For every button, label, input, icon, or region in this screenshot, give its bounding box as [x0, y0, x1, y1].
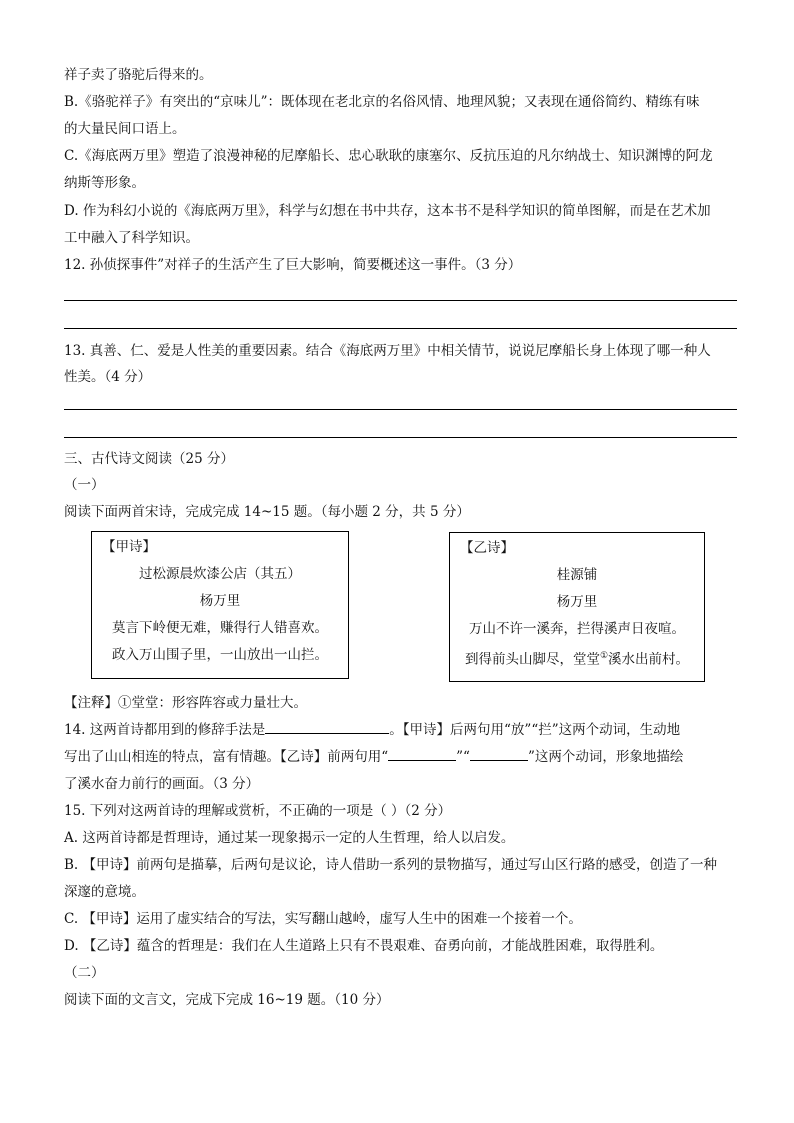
q13-answer-line-2[interactable] — [64, 437, 737, 438]
q12-question: 12. 孙侦探事件”对祥子的生活产生了巨大影响，简要概述这一事件。（3 分） — [64, 257, 522, 273]
poem-b-line-2-end: 溪水出前村。 — [608, 651, 690, 668]
q14-question-cont — [64, 748, 683, 766]
poem-b-line-1: 万山不许一溪奔，拦得溪声日夜喧。 — [469, 621, 685, 637]
q12-answer-line-2[interactable] — [64, 328, 737, 329]
poem-b-tag: 【乙诗】 — [460, 540, 514, 556]
poem-b-title: 桂源铺 — [556, 567, 598, 583]
part-two-instruction: 阅读下面的文言文，完成下完成 16~19 题。（10 分） — [64, 992, 390, 1008]
q14-text-a: 14. 这两首诗都用到的修辞手法是 — [64, 722, 266, 738]
q11-option-c-cont: 纳斯等形象。 — [64, 175, 145, 191]
q14-text-c: 写出了山山相连的特点，富有情趣。【乙诗】前两句用“ — [64, 749, 389, 765]
q15-option-b[interactable]: B. 【甲诗】前两句是描摹，后两句是议论，诗人借助一系列的景物描写，通过写山区行路的感受，创造了一种 — [64, 857, 718, 873]
poem-b-box — [449, 532, 705, 682]
q11-option-d-cont: 工中融入了科学知识。 — [64, 230, 199, 246]
annotation-note: 【注释】①堂堂：形容阵容或力量壮大。 — [64, 695, 307, 711]
q15-option-a[interactable]: A. 这两首诗都是哲理诗，通过某一现象揭示一定的人生哲理，给人以启发。 — [64, 830, 515, 846]
part-one-label: （一） — [64, 477, 105, 493]
poem-b-line-2-start: 到得前头山脚尽，堂堂 — [464, 651, 600, 668]
poem-a-tag: 【甲诗】 — [102, 539, 156, 555]
q15-option-b-cont: 深邃的意境。 — [64, 884, 145, 900]
poem-b-line-2 — [450, 647, 704, 669]
section-title: 三、古代诗文阅读（25 分） — [64, 451, 234, 467]
q13-answer-line-1[interactable] — [64, 409, 737, 410]
q14-blank-verb-2[interactable] — [470, 748, 528, 761]
poem-a-line-1: 莫言下岭便无难，赚得行人错喜欢。 — [112, 620, 328, 636]
part-one-instruction: 阅读下面两首宋诗，完成完成 14~15 题。（每小题 2 分，共 5 分） — [64, 504, 470, 520]
q11-tail: 祥子卖了骆驼后得来的。 — [64, 67, 213, 83]
q14-text-e: ”这两个动词，形象地描绘 — [527, 749, 684, 765]
poem-a-title: 过松源晨炊漆公店（其五） — [139, 566, 301, 582]
poem-a-line-2: 政入万山围子里，一山放出一山拦。 — [112, 647, 328, 663]
q12-answer-line-1[interactable] — [64, 300, 737, 301]
q14-text-d: ”“ — [456, 749, 470, 765]
q13-question-cont: 性美。（4 分） — [64, 369, 152, 385]
q14-question — [64, 721, 680, 739]
q13-question: 13. 真善、仁、爱是人性美的重要因素。结合《海底两万里》中相关情节，说说尼摩船长身上体现了哪一种人 — [64, 343, 711, 359]
footnote-marker: ① — [599, 651, 609, 661]
q14-question-end: 了溪水奋力前行的画面。（3 分） — [64, 776, 260, 792]
q11-option-c: C.《海底两万里》塑造了浪漫神秘的尼摩船长、忠心耿耿的康塞尔、反抗压迫的凡尔纳战士、知识渊博的阿龙 — [64, 148, 713, 164]
q15-option-c[interactable]: C. 【甲诗】运用了虚实结合的写法，实写翻山越岭，虚写人生中的困难一个接着一个。 — [64, 911, 582, 927]
q11-option-b-cont: 的大量民间口语上。 — [64, 121, 186, 137]
q11-option-d: D. 作为科幻小说的《海底两万里》，科学与幻想在书中共存，这本书不是科学知识的简单图解，而是在艺术加 — [64, 203, 711, 219]
poem-a-author: 杨万里 — [199, 593, 241, 609]
q15-question: 15. 下列对这两首诗的理解或赏析，不正确的一项是（ ）（2 分） — [64, 803, 452, 819]
q14-blank-rhetoric[interactable] — [265, 721, 389, 734]
poem-b-author: 杨万里 — [556, 594, 598, 610]
q11-option-b: B.《骆驼祥子》有突出的“京味儿”：既体现在老北京的名俗风情、地理风貌；又表现在通俗简约、精练有味 — [64, 94, 700, 110]
poem-a-box — [91, 531, 349, 679]
q15-option-d[interactable]: D. 【乙诗】蕴含的哲理是：我们在人生道路上只有不畏艰难、奋勇向前，才能战胜困难，取得胜利。 — [64, 938, 664, 954]
q14-text-b: 。【甲诗】后两句用“放”“拦”这两个动词，生动地 — [389, 722, 681, 738]
part-two-label: （二） — [64, 965, 105, 981]
q14-blank-verb-1[interactable] — [388, 748, 456, 761]
